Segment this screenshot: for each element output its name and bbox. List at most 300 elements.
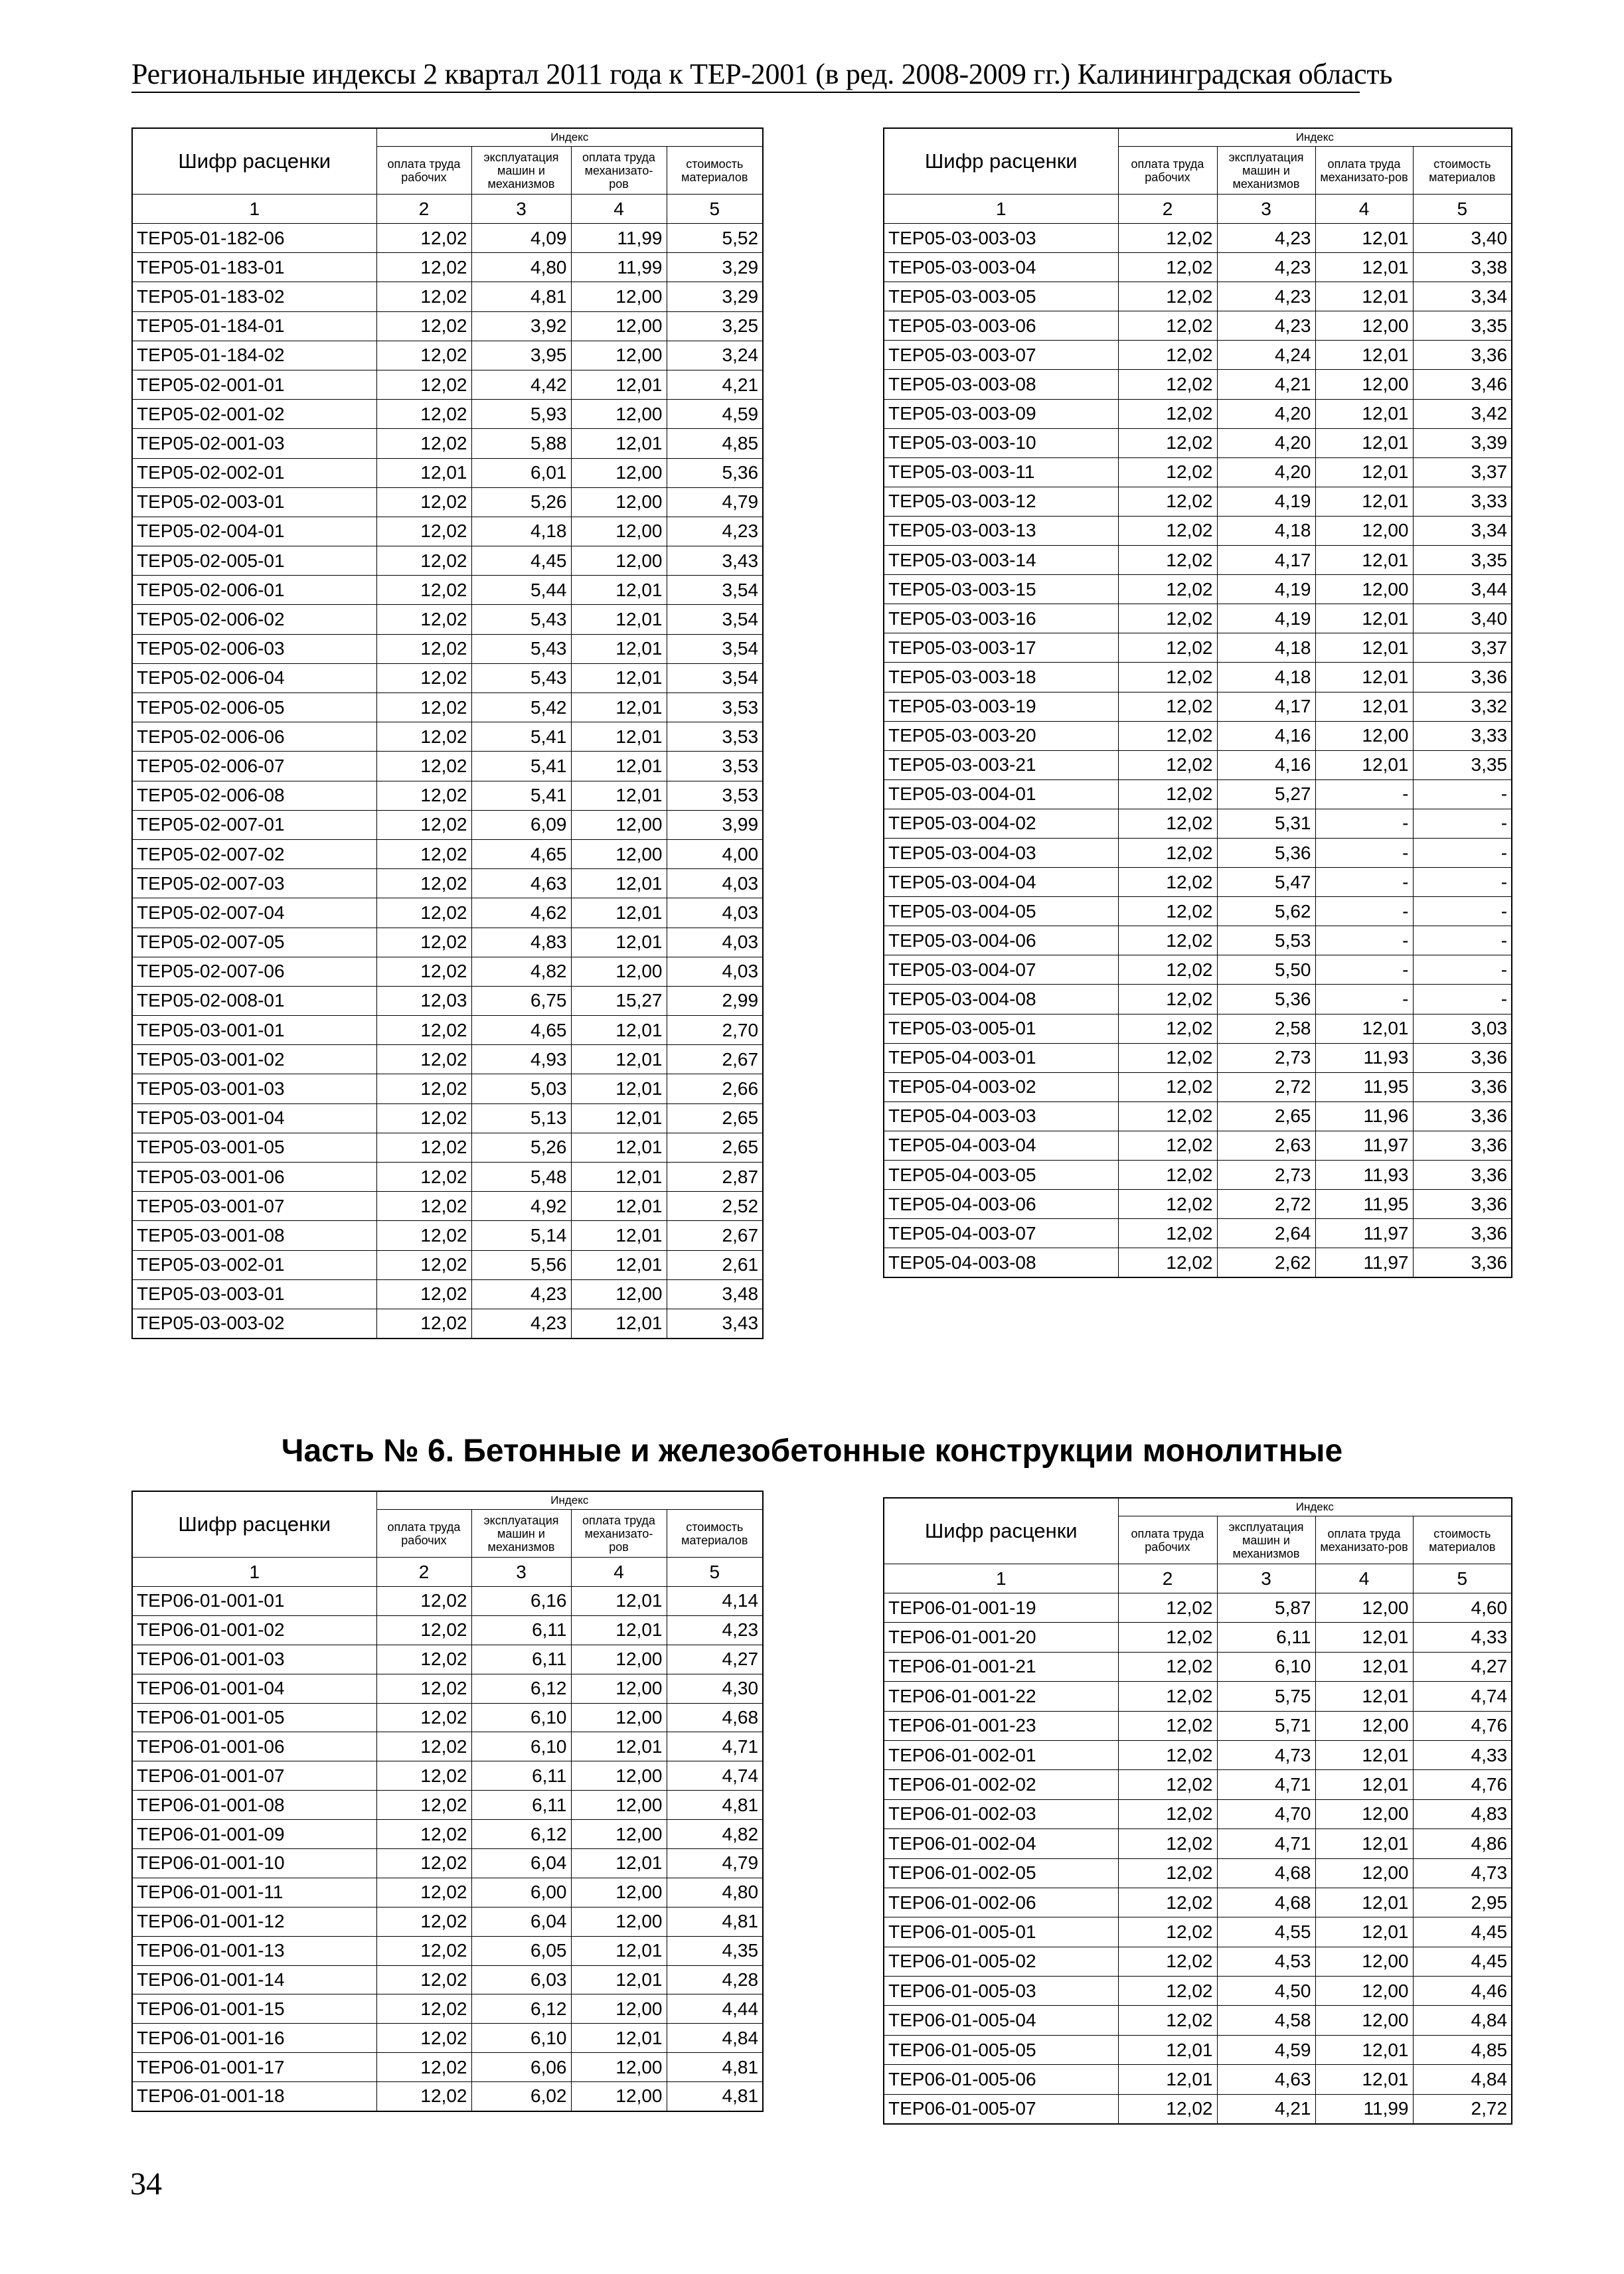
- labor-index: 12,02: [1118, 428, 1217, 457]
- operators-index: 12,01: [571, 1615, 667, 1645]
- operators-index: 12,01: [1315, 1770, 1413, 1799]
- operators-index: 12,01: [1315, 750, 1413, 779]
- machines-index: 2,58: [1217, 1014, 1315, 1043]
- operators-index: 12,01: [1315, 399, 1413, 428]
- table-row: [132, 1994, 763, 2024]
- labor-index: 12,02: [1118, 1947, 1217, 1976]
- machines-index: 5,47: [1217, 868, 1315, 897]
- column-header-operators: оплата труда механизато-ров: [1315, 1516, 1413, 1564]
- labor-index: 12,02: [376, 752, 471, 781]
- materials-index: 2,70: [667, 1016, 763, 1045]
- operators-index: 12,00: [571, 1791, 667, 1820]
- operators-index: 12,00: [1315, 1799, 1413, 1828]
- materials-index: 3,36: [1413, 1161, 1512, 1190]
- machines-index: 6,11: [1217, 1623, 1315, 1652]
- table-row: [884, 487, 1512, 516]
- materials-index: -: [1413, 985, 1512, 1014]
- materials-index: 3,53: [667, 693, 763, 722]
- labor-index: 12,01: [376, 458, 471, 487]
- machines-index: 6,12: [471, 1674, 571, 1703]
- table-row: [884, 1248, 1512, 1277]
- column-number-row: [884, 195, 1512, 224]
- operators-index: 12,00: [571, 1674, 667, 1703]
- machines-index: 6,01: [471, 458, 571, 487]
- rate-code: ТЕР06-01-001-01: [132, 1587, 376, 1616]
- operators-index: 12,00: [571, 1878, 667, 1907]
- header-row: [884, 128, 1512, 147]
- operators-index: 12,01: [1315, 663, 1413, 692]
- materials-index: 4,79: [667, 1849, 763, 1878]
- rate-code: ТЕР05-02-007-05: [132, 928, 376, 957]
- table-row: [132, 986, 763, 1015]
- column-header-operators: оплата труда механизато-ров: [1315, 147, 1413, 195]
- rate-code: ТЕР06-01-005-06: [884, 2065, 1118, 2094]
- operators-index: 12,00: [571, 400, 667, 429]
- machines-index: 5,43: [471, 663, 571, 692]
- labor-index: 12,02: [376, 869, 471, 898]
- machines-index: 6,04: [471, 1849, 571, 1878]
- machines-index: 4,19: [1217, 604, 1315, 633]
- labor-index: 12,02: [1118, 1829, 1217, 1858]
- labor-index: 12,02: [1118, 809, 1217, 838]
- operators-index: 12,01: [1315, 428, 1413, 457]
- table-row: [884, 1161, 1512, 1190]
- column-header-materials: стоимость материалов: [1413, 1516, 1512, 1564]
- machines-index: 4,68: [1217, 1858, 1315, 1888]
- machines-index: 4,71: [1217, 1829, 1315, 1858]
- materials-index: 4,81: [667, 2053, 763, 2082]
- rate-code: ТЕР06-01-001-02: [132, 1615, 376, 1645]
- machines-index: 4,20: [1217, 457, 1315, 487]
- operators-index: 12,01: [571, 1250, 667, 1279]
- operators-index: 12,00: [1315, 1858, 1413, 1888]
- rate-code: ТЕР06-01-001-14: [132, 1965, 376, 1994]
- table-row: [884, 1043, 1512, 1072]
- machines-index: 4,70: [1217, 1799, 1315, 1828]
- machines-index: 4,18: [1217, 663, 1315, 692]
- labor-index: 12,02: [1118, 1014, 1217, 1043]
- labor-index: 12,02: [1118, 1711, 1217, 1740]
- machines-index: 4,20: [1217, 428, 1315, 457]
- table-row: [884, 692, 1512, 721]
- labor-index: 12,02: [1118, 985, 1217, 1014]
- machines-index: 6,12: [471, 1994, 571, 2024]
- column-number: 3: [471, 195, 571, 224]
- materials-index: 3,34: [1413, 282, 1512, 311]
- labor-index: 12,02: [376, 1849, 471, 1878]
- rate-code: ТЕР05-02-006-02: [132, 605, 376, 634]
- operators-index: 12,01: [1315, 1652, 1413, 1681]
- operators-index: 12,00: [571, 1994, 667, 2024]
- materials-index: -: [1413, 897, 1512, 926]
- operators-index: 11,97: [1315, 1248, 1413, 1277]
- rate-code: ТЕР05-02-006-05: [132, 693, 376, 722]
- operators-index: 12,00: [571, 487, 667, 517]
- rate-code: ТЕР06-01-001-06: [132, 1732, 376, 1761]
- materials-index: 4,74: [1413, 1682, 1512, 1711]
- labor-index: 12,02: [376, 1791, 471, 1820]
- machines-index: 4,18: [471, 517, 571, 546]
- labor-index: 12,02: [1118, 370, 1217, 399]
- table-row: [884, 1947, 1512, 1976]
- table-row: [132, 1221, 763, 1250]
- machines-index: 5,26: [471, 487, 571, 517]
- operators-index: 12,00: [571, 282, 667, 311]
- table-row: [884, 399, 1512, 428]
- table-row: [132, 1674, 763, 1703]
- operators-index: 11,93: [1315, 1161, 1413, 1190]
- table-row: [884, 897, 1512, 926]
- labor-index: 12,02: [1118, 253, 1217, 282]
- operators-index: 12,01: [1315, 1917, 1413, 1947]
- column-number: 2: [376, 195, 471, 224]
- rate-code: ТЕР06-01-005-04: [884, 2006, 1118, 2035]
- column-number: 1: [132, 195, 376, 224]
- column-header-operators: оплата труда механизато-ров: [571, 147, 667, 195]
- materials-index: 3,42: [1413, 399, 1512, 428]
- rate-code: ТЕР05-03-003-13: [884, 516, 1118, 545]
- rate-code: ТЕР05-03-004-05: [884, 897, 1118, 926]
- operators-index: 12,01: [1315, 1740, 1413, 1769]
- labor-index: 12,02: [1118, 868, 1217, 897]
- table-row: [884, 604, 1512, 633]
- table-row: [132, 253, 763, 282]
- labor-index: 12,02: [376, 517, 471, 546]
- labor-index: 12,02: [1118, 1623, 1217, 1652]
- rate-code: ТЕР05-03-004-03: [884, 838, 1118, 867]
- labor-index: 12,02: [1118, 1858, 1217, 1888]
- rate-code: ТЕР06-01-001-03: [132, 1645, 376, 1674]
- materials-index: 3,48: [667, 1279, 763, 1309]
- column-number: 5: [1413, 195, 1512, 224]
- rate-code: ТЕР05-03-004-01: [884, 779, 1118, 809]
- materials-index: 4,74: [667, 1761, 763, 1791]
- machines-index: 6,12: [471, 1820, 571, 1849]
- labor-index: 12,02: [376, 1045, 471, 1074]
- table-row: [132, 839, 763, 868]
- column-number: 4: [1315, 1564, 1413, 1593]
- operators-index: -: [1315, 779, 1413, 809]
- rate-code: ТЕР06-01-002-01: [884, 1740, 1118, 1769]
- rate-code: ТЕР06-01-001-16: [132, 2024, 376, 2053]
- rate-code: ТЕР05-03-003-18: [884, 663, 1118, 692]
- labor-index: 12,02: [376, 546, 471, 576]
- table-row: [132, 546, 763, 576]
- operators-index: -: [1315, 897, 1413, 926]
- machines-index: 6,16: [471, 1587, 571, 1616]
- rate-code: ТЕР05-03-001-07: [132, 1192, 376, 1221]
- operators-index: 12,01: [571, 576, 667, 605]
- labor-index: 12,02: [376, 487, 471, 517]
- table-row: [132, 1250, 763, 1279]
- column-number: 4: [571, 195, 667, 224]
- operators-index: 12,00: [1315, 370, 1413, 399]
- column-number: 3: [1217, 1564, 1315, 1593]
- table-row: [884, 779, 1512, 809]
- operators-index: 12,00: [571, 1907, 667, 1936]
- labor-index: 12,02: [1118, 457, 1217, 487]
- operators-index: 12,00: [571, 1645, 667, 1674]
- machines-index: 6,75: [471, 986, 571, 1015]
- rate-code: ТЕР06-01-001-17: [132, 2053, 376, 2082]
- operators-index: -: [1315, 985, 1413, 1014]
- table-row: [132, 1615, 763, 1645]
- rate-code: ТЕР05-03-003-02: [132, 1309, 376, 1338]
- materials-index: 4,81: [667, 2082, 763, 2111]
- materials-index: 4,84: [667, 2024, 763, 2053]
- labor-index: 12,02: [1118, 1219, 1217, 1248]
- machines-index: 4,55: [1217, 1917, 1315, 1947]
- table-row: [884, 1858, 1512, 1888]
- rate-code: ТЕР06-01-001-22: [884, 1682, 1118, 1711]
- table-row: [884, 224, 1512, 253]
- materials-index: 3,29: [667, 253, 763, 282]
- materials-index: 2,67: [667, 1221, 763, 1250]
- table-row: [132, 1878, 763, 1907]
- column-header-machines: эксплуатация машин и механизмов: [1217, 147, 1315, 195]
- column-header-labor: оплата труда рабочих: [376, 1510, 471, 1558]
- rate-code: ТЕР05-03-001-02: [132, 1045, 376, 1074]
- column-number: 5: [1413, 1564, 1512, 1593]
- rate-code: ТЕР05-03-003-12: [884, 487, 1118, 516]
- operators-index: 12,01: [571, 1045, 667, 1074]
- machines-index: 6,11: [471, 1615, 571, 1645]
- table-row: [884, 1829, 1512, 1858]
- machines-index: 2,72: [1217, 1072, 1315, 1101]
- labor-index: 12,02: [376, 2053, 471, 2082]
- operators-index: 12,01: [571, 663, 667, 692]
- labor-index: 12,02: [1118, 663, 1217, 692]
- labor-index: 12,02: [376, 1279, 471, 1309]
- rate-code: ТЕР05-02-007-02: [132, 839, 376, 868]
- operators-index: 12,00: [571, 311, 667, 341]
- labor-index: 12,02: [376, 634, 471, 663]
- materials-index: 2,65: [667, 1103, 763, 1133]
- rate-code: ТЕР06-01-001-10: [132, 1849, 376, 1878]
- table-row: [132, 1820, 763, 1849]
- rate-code: ТЕР06-01-001-21: [884, 1652, 1118, 1681]
- column-header-machines: эксплуатация машин и механизмов: [1217, 1516, 1315, 1564]
- machines-index: 2,72: [1217, 1190, 1315, 1219]
- table-row: [884, 1740, 1512, 1769]
- labor-index: 12,02: [376, 839, 471, 868]
- machines-index: 5,26: [471, 1133, 571, 1162]
- machines-index: 5,56: [471, 1250, 571, 1279]
- machines-index: 4,42: [471, 370, 571, 399]
- page-header: Региональные индексы 2 квартал 2011 года к ТЕР-2001 (в ред. 2008-2009 гг.) Калининградская область: [131, 57, 1360, 93]
- rate-code: ТЕР05-03-003-21: [884, 750, 1118, 779]
- table-row: [884, 868, 1512, 897]
- table-row: [132, 1309, 763, 1338]
- materials-index: 2,66: [667, 1074, 763, 1103]
- labor-index: 12,02: [1118, 1888, 1217, 1917]
- machines-index: 4,23: [1217, 282, 1315, 311]
- rate-code: ТЕР05-03-004-06: [884, 926, 1118, 955]
- materials-index: -: [1413, 838, 1512, 867]
- table-row: [884, 2094, 1512, 2123]
- operators-index: 12,01: [571, 752, 667, 781]
- materials-index: 4,00: [667, 839, 763, 868]
- operators-index: 12,01: [1315, 604, 1413, 633]
- materials-index: 3,54: [667, 634, 763, 663]
- operators-index: 11,93: [1315, 1043, 1413, 1072]
- labor-index: 12,02: [1118, 955, 1217, 985]
- table-row: [132, 2053, 763, 2082]
- materials-index: -: [1413, 955, 1512, 985]
- materials-index: 3,36: [1413, 341, 1512, 370]
- part-title: Часть № 6. Бетонные и железобетонные конструкции монолитные: [281, 1433, 1343, 1469]
- machines-index: 3,92: [471, 311, 571, 341]
- materials-index: 3,29: [667, 282, 763, 311]
- rate-code: ТЕР05-03-001-08: [132, 1221, 376, 1250]
- table-row: [132, 1907, 763, 1936]
- machines-index: 5,13: [471, 1103, 571, 1133]
- table-row: [132, 2082, 763, 2111]
- operators-index: 12,00: [571, 341, 667, 370]
- machines-index: 4,20: [1217, 399, 1315, 428]
- materials-index: 4,21: [667, 370, 763, 399]
- materials-index: 4,35: [667, 1936, 763, 1965]
- rate-table-bottom-right: [883, 1497, 1512, 2125]
- labor-index: 12,02: [376, 1133, 471, 1162]
- machines-index: 4,18: [1217, 633, 1315, 663]
- column-group-index: Индекс: [1118, 128, 1512, 147]
- materials-index: 4,28: [667, 1965, 763, 1994]
- materials-index: 3,43: [667, 546, 763, 576]
- labor-index: 12,02: [1118, 399, 1217, 428]
- column-header-code: Шифр расценки: [884, 1498, 1118, 1564]
- machines-index: 5,42: [471, 693, 571, 722]
- labor-index: 12,02: [376, 1994, 471, 2024]
- table-row: [132, 752, 763, 781]
- rate-code: ТЕР06-01-001-19: [884, 1593, 1118, 1623]
- labor-index: 12,02: [376, 253, 471, 282]
- machines-index: 4,63: [1217, 2065, 1315, 2094]
- column-header-materials: стоимость материалов: [667, 1510, 763, 1558]
- rate-code: ТЕР05-03-003-01: [132, 1279, 376, 1309]
- rate-code: ТЕР05-02-008-01: [132, 986, 376, 1015]
- table-row: [884, 1072, 1512, 1101]
- rate-code: ТЕР06-01-005-01: [884, 1917, 1118, 1947]
- operators-index: 12,01: [571, 1936, 667, 1965]
- operators-index: 12,01: [571, 1849, 667, 1878]
- materials-index: 3,36: [1413, 1043, 1512, 1072]
- rate-code: ТЕР05-03-003-19: [884, 692, 1118, 721]
- materials-index: 4,83: [1413, 1799, 1512, 1828]
- machines-index: 4,23: [1217, 253, 1315, 282]
- rate-code: ТЕР05-04-003-02: [884, 1072, 1118, 1101]
- machines-index: 4,93: [471, 1045, 571, 1074]
- table-row: [132, 1279, 763, 1309]
- machines-index: 2,73: [1217, 1043, 1315, 1072]
- rate-code: ТЕР06-01-002-05: [884, 1858, 1118, 1888]
- machines-index: 4,63: [471, 869, 571, 898]
- labor-index: 12,02: [376, 928, 471, 957]
- labor-index: 12,02: [376, 224, 471, 253]
- materials-index: 3,03: [1413, 1014, 1512, 1043]
- rate-code: ТЕР05-03-003-14: [884, 546, 1118, 575]
- machines-index: 6,06: [471, 2053, 571, 2082]
- labor-index: 12,02: [1118, 1652, 1217, 1681]
- machines-index: 5,62: [1217, 897, 1315, 926]
- operators-index: 12,00: [571, 517, 667, 546]
- machines-index: 5,88: [471, 429, 571, 458]
- labor-index: 12,02: [1118, 926, 1217, 955]
- column-group-index: Индекс: [376, 128, 763, 147]
- column-number: 2: [376, 1558, 471, 1587]
- column-number: 3: [471, 1558, 571, 1587]
- labor-index: 12,02: [1118, 575, 1217, 604]
- labor-index: 12,02: [1118, 224, 1217, 253]
- labor-index: 12,02: [376, 722, 471, 752]
- operators-index: 12,00: [1315, 516, 1413, 545]
- materials-index: 3,36: [1413, 1219, 1512, 1248]
- operators-index: 12,01: [571, 370, 667, 399]
- operators-index: 12,01: [571, 634, 667, 663]
- column-group-index: Индекс: [376, 1491, 763, 1510]
- materials-index: 3,44: [1413, 575, 1512, 604]
- labor-index: 12,02: [1118, 1593, 1217, 1623]
- machines-index: 4,23: [471, 1279, 571, 1309]
- materials-index: 2,72: [1413, 2094, 1512, 2123]
- labor-index: 12,02: [1118, 1917, 1217, 1947]
- materials-index: 4,71: [667, 1732, 763, 1761]
- rate-code: ТЕР05-02-002-01: [132, 458, 376, 487]
- materials-index: 4,73: [1413, 1858, 1512, 1888]
- operators-index: 12,00: [571, 458, 667, 487]
- column-number: 1: [884, 1564, 1118, 1593]
- operators-index: 12,01: [1315, 2035, 1413, 2064]
- header-row: [132, 128, 763, 147]
- labor-index: 12,02: [376, 1250, 471, 1279]
- operators-index: 12,01: [1315, 1829, 1413, 1858]
- materials-index: 2,65: [667, 1133, 763, 1162]
- labor-index: 12,02: [1118, 633, 1217, 663]
- column-number: 1: [132, 1558, 376, 1587]
- labor-index: 12,02: [1118, 2006, 1217, 2035]
- machines-index: 5,87: [1217, 1593, 1315, 1623]
- labor-index: 12,02: [376, 370, 471, 399]
- column-header-machines: эксплуатация машин и механизмов: [471, 1510, 571, 1558]
- labor-index: 12,02: [376, 400, 471, 429]
- materials-index: 3,36: [1413, 1131, 1512, 1160]
- rate-code: ТЕР05-03-001-05: [132, 1133, 376, 1162]
- rate-code: ТЕР06-01-001-23: [884, 1711, 1118, 1740]
- rate-code: ТЕР05-02-006-07: [132, 752, 376, 781]
- operators-index: 12,01: [571, 1309, 667, 1338]
- labor-index: 12,02: [376, 1965, 471, 1994]
- rate-code: ТЕР05-02-003-01: [132, 487, 376, 517]
- operators-index: 12,01: [571, 722, 667, 752]
- materials-index: 3,53: [667, 722, 763, 752]
- operators-index: 12,01: [1315, 457, 1413, 487]
- materials-index: 3,39: [1413, 428, 1512, 457]
- machines-index: 4,19: [1217, 487, 1315, 516]
- labor-index: 12,02: [376, 1309, 471, 1338]
- materials-index: 4,44: [667, 1994, 763, 2024]
- labor-index: 12,02: [376, 282, 471, 311]
- operators-index: 12,00: [571, 957, 667, 986]
- machines-index: 4,81: [471, 282, 571, 311]
- operators-index: -: [1315, 868, 1413, 897]
- rate-code: ТЕР05-03-001-03: [132, 1074, 376, 1103]
- materials-index: 4,76: [1413, 1711, 1512, 1740]
- rate-code: ТЕР06-01-005-03: [884, 1977, 1118, 2006]
- operators-index: 12,01: [1315, 282, 1413, 311]
- labor-index: 12,02: [376, 781, 471, 810]
- rate-code: ТЕР05-03-003-04: [884, 253, 1118, 282]
- machines-index: 5,14: [471, 1221, 571, 1250]
